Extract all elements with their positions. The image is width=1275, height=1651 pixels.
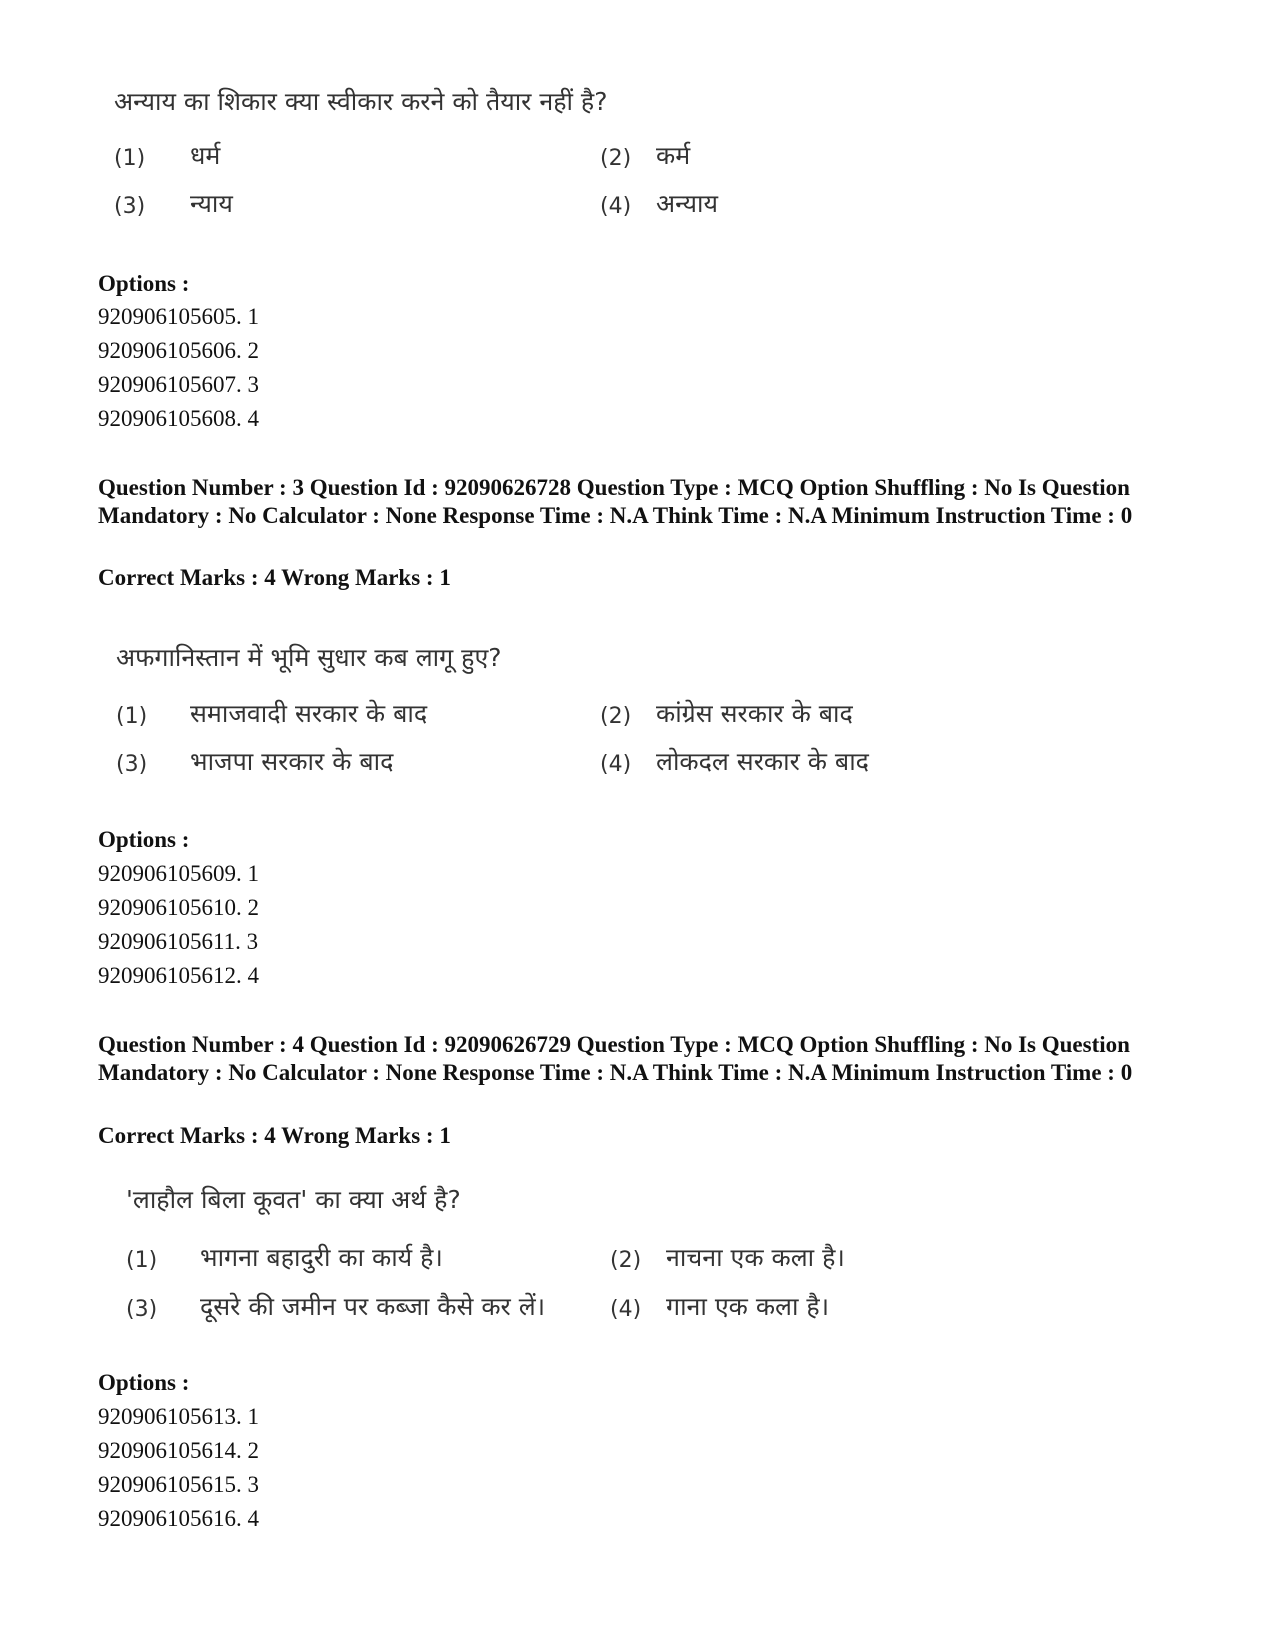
option-id: 920906105615. 3	[98, 1472, 259, 1497]
choice-text: दूसरे की जमीन पर कब्जा कैसे कर लें।	[200, 1292, 546, 1321]
choice-number: (1)	[114, 146, 146, 171]
option-id: 920906105606. 2	[98, 338, 259, 363]
option-id: 920906105613. 1	[98, 1404, 259, 1429]
question-text: अफगानिस्तान में भूमि सुधार कब लागू हुए?	[116, 643, 502, 672]
choice-number: (3)	[114, 194, 146, 219]
choice-text: समाजवादी सरकार के बाद	[190, 699, 428, 728]
options-label: Options :	[98, 271, 190, 296]
choice-text: भागना बहादुरी का कार्य है।	[200, 1243, 443, 1272]
marks-line: Correct Marks : 4 Wrong Marks : 1	[98, 565, 451, 590]
choice-text: अन्याय	[656, 189, 718, 218]
option-id: 920906105614. 2	[98, 1438, 259, 1463]
choice-number: (1)	[116, 704, 148, 729]
question-text: 'लाहौल बिला कूवत' का क्या अर्थ है?	[126, 1185, 461, 1214]
question-meta: Question Number : 3 Question Id : 92090626728 Question Type : MCQ Option Shuffling : No Is Question Mandatory : No Calculator : None Response Time : N.A Think Time : N.A Minimum Instruction Time : 0	[98, 475, 1133, 528]
choice-text: गाना एक कला है।	[666, 1292, 830, 1321]
option-id: 920906105612. 4	[98, 963, 259, 988]
choice-number: (2)	[610, 1248, 642, 1273]
choice-text: लोकदल सरकार के बाद	[656, 747, 869, 776]
choice-number: (4)	[600, 752, 632, 777]
choice-text: भाजपा सरकार के बाद	[190, 747, 394, 776]
option-id: 920906105607. 3	[98, 372, 259, 397]
option-id: 920906105609. 1	[98, 861, 259, 886]
choice-number: (1)	[126, 1248, 158, 1273]
question-meta: Question Number : 4 Question Id : 92090626729 Question Type : MCQ Option Shuffling : No Is Question Mandatory : No Calculator : None Response Time : N.A Think Time : N.A Minimum Instruction Time : 0	[98, 1032, 1133, 1085]
choice-number: (4)	[610, 1297, 642, 1322]
options-label: Options :	[98, 1370, 190, 1395]
choice-text: धर्म	[190, 141, 221, 170]
choice-text: कांग्रेस सरकार के बाद	[656, 699, 853, 728]
question-text: अन्याय का शिकार क्या स्वीकार करने को तैयार नहीं है?	[114, 87, 608, 116]
choice-number: (3)	[126, 1297, 158, 1322]
marks-line: Correct Marks : 4 Wrong Marks : 1	[98, 1123, 451, 1148]
choice-number: (2)	[600, 704, 632, 729]
choice-number: (3)	[116, 752, 148, 777]
choice-text: न्याय	[190, 189, 233, 218]
option-id: 920906105608. 4	[98, 406, 259, 431]
option-id: 920906105610. 2	[98, 895, 259, 920]
choice-number: (4)	[600, 194, 632, 219]
choice-number: (2)	[600, 146, 632, 171]
option-id: 920906105605. 1	[98, 304, 259, 329]
option-id: 920906105616. 4	[98, 1506, 259, 1531]
option-id: 920906105611. 3	[98, 929, 259, 954]
options-label: Options :	[98, 827, 190, 852]
choice-text: नाचना एक कला है।	[666, 1243, 845, 1272]
choice-text: कर्म	[656, 141, 691, 170]
